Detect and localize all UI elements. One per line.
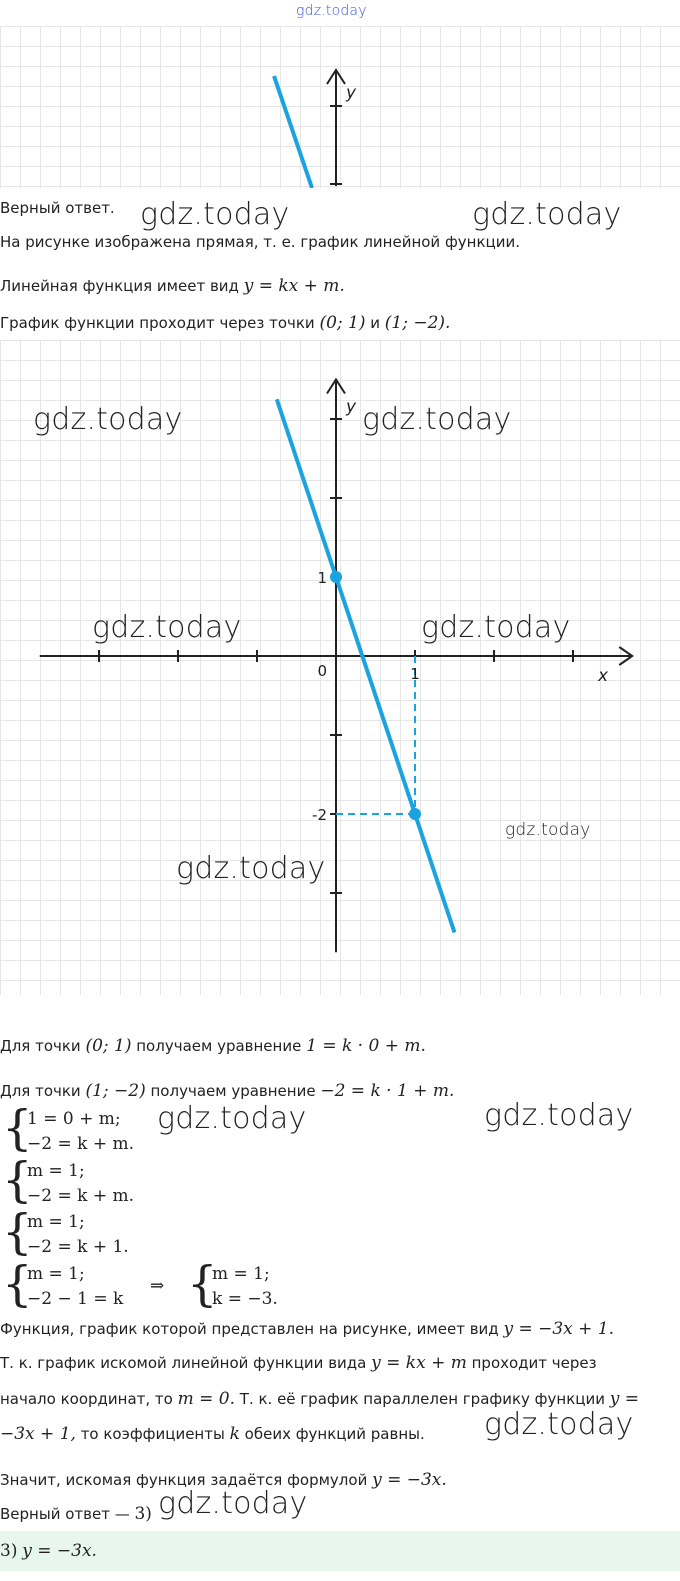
- equation-point: (1; −2): [85, 1081, 146, 1101]
- paragraph-line-function: На рисунке изображена прямая, т. е. график линейной функции.: [0, 233, 520, 251]
- implies-arrow: ⇒: [150, 1276, 165, 1296]
- equation-point: (0; 1): [85, 1036, 132, 1056]
- y-axis-label: y: [346, 397, 357, 417]
- system-line: −2 = k + 1.: [27, 1237, 129, 1257]
- verdict-number: 3): [134, 1504, 152, 1524]
- system-line: 1 = 0 + m;: [27, 1109, 121, 1129]
- conjunction: и: [365, 314, 385, 332]
- data-point: [330, 571, 342, 583]
- watermark: gdz.today: [140, 197, 290, 232]
- graph-1-y-label: y: [346, 83, 357, 103]
- conclusion-formula: y =: [609, 1389, 639, 1409]
- conclusion-formula: y = −3x + 1.: [503, 1319, 615, 1339]
- conclusion-3: [0, 1389, 639, 1409]
- conclusion-text: Функция, график которой представлен на рисунке, имеет вид: [0, 1320, 504, 1338]
- paragraph-points-text: График функции проходит через точки: [0, 314, 320, 332]
- paragraph-points: [0, 313, 450, 333]
- conclusion-1: [0, 1319, 614, 1339]
- equation-formula: 1 = k · 0 + m.: [306, 1036, 426, 1056]
- conclusion-text: проходит через: [466, 1354, 597, 1372]
- conclusion-formula: −3x + 1,: [0, 1424, 76, 1444]
- correct-answer-label: Верный ответ.: [0, 199, 115, 217]
- system-brace: {: [2, 1100, 33, 1156]
- watermark: gdz.today: [505, 820, 591, 840]
- conclusion-text: Т. к. её график параллелен графику функции: [235, 1390, 610, 1408]
- watermark: gdz.today: [484, 1098, 634, 1133]
- conclusion-text: начало координат, то: [0, 1390, 178, 1408]
- system-brace: {: [2, 1204, 33, 1260]
- conclusion-formula: m = 0.: [177, 1389, 236, 1409]
- conclusion-text: то коэффициенты: [75, 1425, 230, 1443]
- x-axis-label: x: [598, 666, 609, 686]
- equation-text: Для точки: [0, 1082, 86, 1100]
- origin-label: 0: [317, 662, 327, 680]
- watermark: gdz.today: [362, 402, 512, 437]
- equation-mid: получаем уравнение: [145, 1082, 321, 1100]
- conclusion-text: Т. к. график искомой линейной функции вида: [0, 1354, 372, 1372]
- equation-formula: −2 = k · 1 + m.: [320, 1081, 455, 1101]
- answer-number: 3): [0, 1541, 18, 1561]
- conclusion-text: Значит, искомая функция задаётся формулой: [0, 1471, 373, 1489]
- conclusion-formula: y = kx + m: [371, 1353, 467, 1373]
- watermark: gdz.today: [157, 1101, 307, 1136]
- system-line: −2 = k + m.: [27, 1186, 134, 1206]
- system-brace: {: [2, 1256, 33, 1312]
- system-line: −2 = k + m.: [27, 1134, 134, 1154]
- system-line: −2 − 1 = k: [27, 1289, 124, 1309]
- graph-2-svg: [0, 340, 680, 995]
- equation-mid: получаем уравнение: [131, 1037, 307, 1055]
- equation-text: Для точки: [0, 1037, 86, 1055]
- formula: y = kx + m.: [243, 276, 345, 296]
- verdict-text: Верный ответ —: [0, 1505, 135, 1523]
- watermark: gdz.today: [421, 610, 571, 645]
- point-2: (1; −2).: [384, 313, 451, 333]
- watermark: gdz.today: [472, 197, 622, 232]
- conclusion-k: k: [229, 1424, 240, 1444]
- graph-1-line: [274, 76, 312, 188]
- top-watermark: gdz.today: [296, 3, 367, 19]
- point-1: (0; 1): [319, 313, 366, 333]
- y-tick-label: -2: [312, 806, 327, 824]
- data-point: [409, 808, 421, 820]
- paragraph-form: [0, 276, 345, 296]
- verdict: [0, 1504, 152, 1524]
- system-line: k = −3.: [212, 1289, 278, 1309]
- watermark: gdz.today: [176, 851, 326, 886]
- answer-bar: [0, 1531, 680, 1571]
- system-brace: {: [187, 1256, 218, 1312]
- system-line: m = 1;: [27, 1264, 85, 1284]
- equation-point-1: [0, 1036, 426, 1056]
- watermark: gdz.today: [92, 610, 242, 645]
- graph-2: [0, 340, 680, 995]
- answer-formula: y = −3x.: [22, 1541, 97, 1561]
- conclusion-4: [0, 1424, 425, 1444]
- watermark: gdz.today: [158, 1486, 308, 1521]
- paragraph-form-text: Линейная функция имеет вид: [0, 277, 244, 295]
- system-line: m = 1;: [27, 1161, 85, 1181]
- equation-point-2: [0, 1081, 454, 1101]
- graph-1: [0, 26, 680, 188]
- graph-1-svg: [0, 26, 680, 188]
- system-line: m = 1;: [27, 1212, 85, 1232]
- y-tick-label: 1: [317, 569, 327, 587]
- system-brace: {: [2, 1152, 33, 1208]
- watermark: gdz.today: [33, 402, 183, 437]
- x-tick-label: 1: [410, 665, 420, 683]
- system-line: m = 1;: [212, 1264, 270, 1284]
- conclusion-2: [0, 1353, 597, 1373]
- watermark: gdz.today: [484, 1407, 634, 1442]
- conclusion-formula: y = −3x.: [372, 1470, 447, 1490]
- conclusion-text: обеих функций равны.: [239, 1425, 425, 1443]
- answer: [0, 1541, 97, 1561]
